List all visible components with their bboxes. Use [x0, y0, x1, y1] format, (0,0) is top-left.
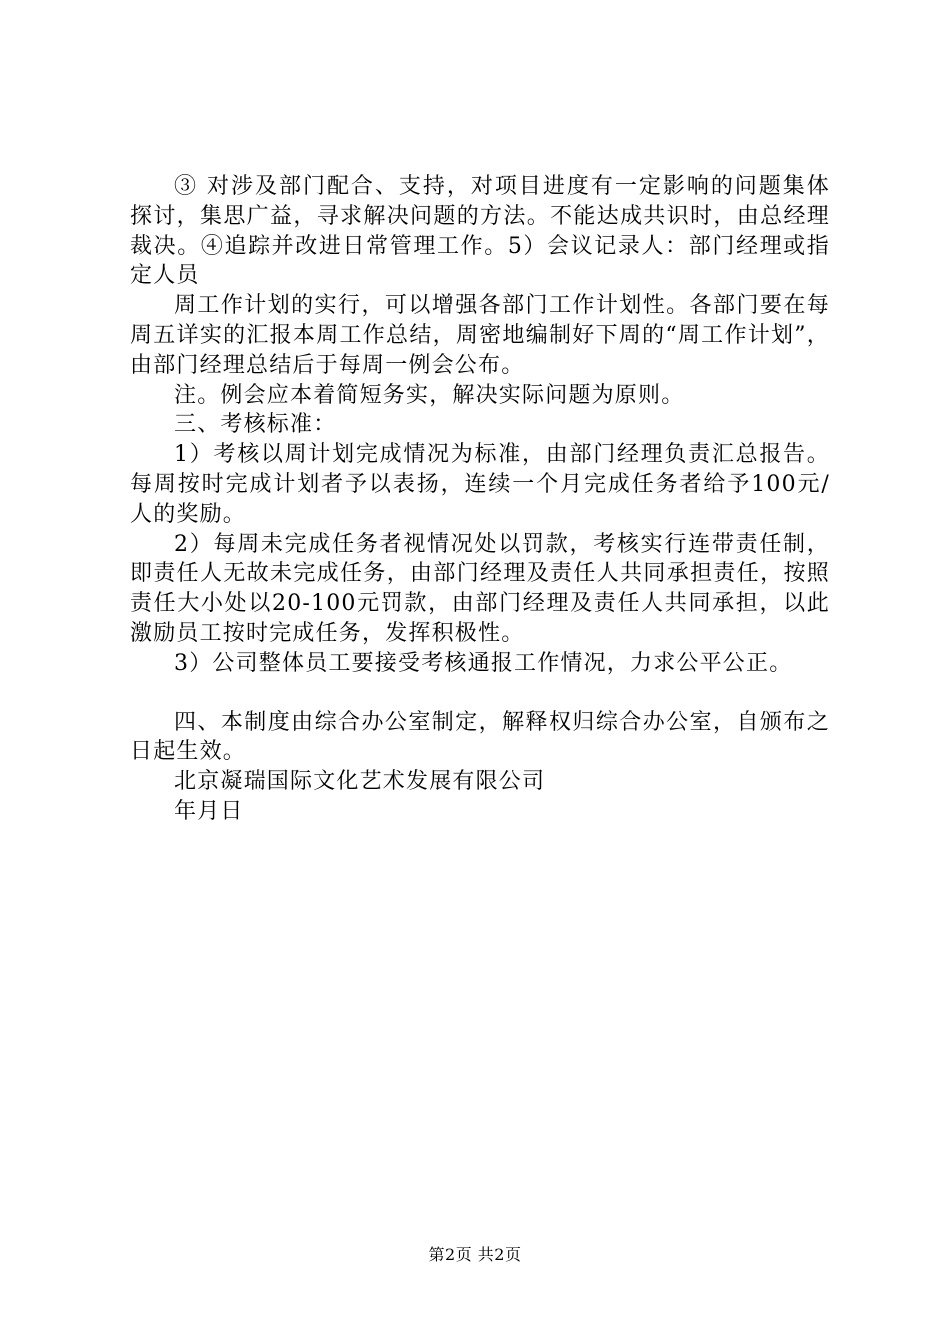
paragraph-meeting-procedure: ③ 对涉及部门配合、支持，对项目进度有一定影响的问题集体探讨，集思广益，寻求解决问题的方法。不能达成共识时，由总经理裁决。④追踪并改进日常管理工作。5）会议记录人：部门经理或指定人员: [130, 174, 830, 289]
page-number-footer: 第2页 共2页: [428, 1245, 522, 1264]
paragraph-weekly-plan: 周工作计划的实行，可以增强各部门工作计划性。各部门要在每周五详实的汇报本周工作总结，周密地编制好下周的“周工作计划”，由部门经理总结后于每周一例会公布。: [130, 293, 830, 378]
paragraph-note: 注。例会应本着简短务实，解决实际问题为原则。: [174, 382, 685, 408]
company-signature: 北京凝瑞国际文化艺术发展有限公司: [174, 769, 546, 795]
paragraph-effective-clause: 四、本制度由综合办公室制定，解释权归综合办公室，自颁布之日起生效。: [130, 709, 830, 765]
paragraph-assessment-3: 3）公司整体员工要接受考核通报工作情况，力求公平公正。: [174, 650, 793, 676]
date-line: 年月日: [174, 798, 244, 824]
paragraph-assessment-2: 2）每周未完成任务者视情况处以罚款，考核实行连带责任制，即责任人无故未完成任务，由部门经理及责任人共同承担责任，按照责任大小处以20-100元罚款，由部门经理及责任人共同承担，以此激励员工按时完成任务，发挥积极性。: [130, 531, 830, 646]
paragraph-assessment-1: 1）考核以周计划完成情况为标准，由部门经理负责汇总报告。每周按时完成计划者予以表扬，连续一个月完成任务者给予100元/人的奖励。: [130, 442, 830, 527]
document-body: [130, 172, 830, 827]
section-heading-assessment: 三、考核标准：: [174, 412, 337, 438]
paragraph-spacer: [130, 679, 830, 708]
